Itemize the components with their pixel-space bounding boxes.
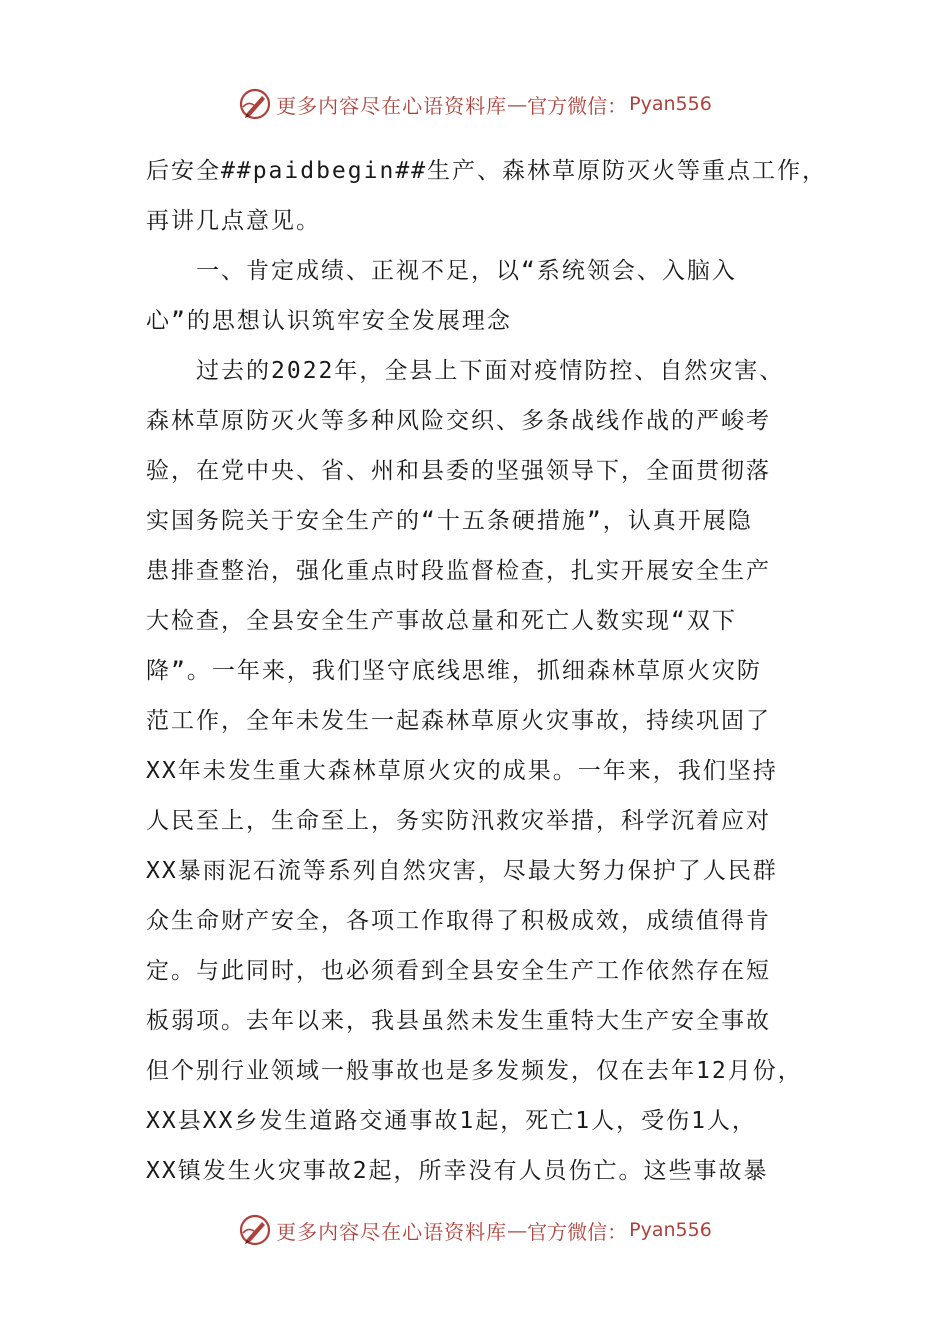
text-line: 降”。一年来，我们坚守底线思维，抓细森林草原火灾防	[146, 658, 762, 684]
text-line: 定。与此同时，也必须看到全县安全生产工作依然存在短	[146, 958, 771, 984]
text-line: XX镇发生火灾事故2起，所幸没有人员伤亡。这些事故暴	[146, 1158, 769, 1184]
text-line: 一、肯定成绩、正视不足，以“系统领会、入脑入	[196, 258, 737, 284]
header-watermark-banner	[0, 84, 950, 124]
dash-separator: —	[507, 1218, 528, 1242]
text-line: 患排查整治，强化重点时段监督检查，扎实开展安全生产	[146, 558, 771, 584]
wechat-label: 官方微信：	[527, 1219, 628, 1244]
text-line: 范工作，全年未发生一起森林草原火灾事故，持续巩固了	[146, 708, 771, 734]
text-line: 过去的2022年，全县上下面对疫情防控、自然灾害、	[196, 358, 785, 384]
pen-logo-icon	[238, 1213, 272, 1247]
brand-text: 更多内容尽在心语资料库	[276, 93, 508, 118]
text-line: 人民至上，生命至上，务实防汛救灾举措，科学沉着应对	[146, 808, 771, 834]
wechat-id: Pyan556	[629, 1219, 712, 1241]
text-line: XX暴雨泥石流等系列自然灾害，尽最大努力保护了人民群	[146, 858, 778, 884]
text-line: 森林草原防灭火等多种风险交织、多条战线作战的严峻考	[146, 408, 771, 434]
dash-separator: —	[507, 92, 528, 116]
text-line: XX年未发生重大森林草原火灾的成果。一年来，我们坚持	[146, 758, 778, 784]
text-line: 众生命财产安全，各项工作取得了积极成效，成绩值得肯	[146, 908, 771, 934]
footer-watermark-banner	[0, 1210, 950, 1250]
brand-text: 更多内容尽在心语资料库	[276, 1219, 508, 1244]
text-line: 再讲几点意见。	[146, 208, 321, 234]
text-line: XX县XX乡发生道路交通事故1起，死亡1人，受伤1人，	[146, 1108, 757, 1134]
pen-logo-icon	[238, 87, 272, 121]
text-line: 验，在党中央、省、州和县委的坚强领导下，全面贯彻落	[146, 458, 771, 484]
text-line: 后安全##paidbegin##生产、森林草原防灭火等重点工作，	[146, 158, 828, 184]
text-line: 板弱项。去年以来，我县虽然未发生重特大生产安全事故	[146, 1008, 771, 1034]
wechat-id: Pyan556	[629, 93, 712, 115]
text-line: 心”的思想认识筑牢安全发展理念	[146, 308, 512, 334]
document-body	[146, 146, 826, 1196]
text-line: 但个别行业领域一般事故也是多发频发，仅在去年12月份，	[146, 1058, 803, 1084]
wechat-label: 官方微信：	[527, 93, 628, 118]
text-line: 实国务院关于安全生产的“十五条硬措施”，认真开展隐	[146, 508, 753, 534]
text-line: 大检查，全县安全生产事故总量和死亡人数实现“双下	[146, 608, 737, 634]
